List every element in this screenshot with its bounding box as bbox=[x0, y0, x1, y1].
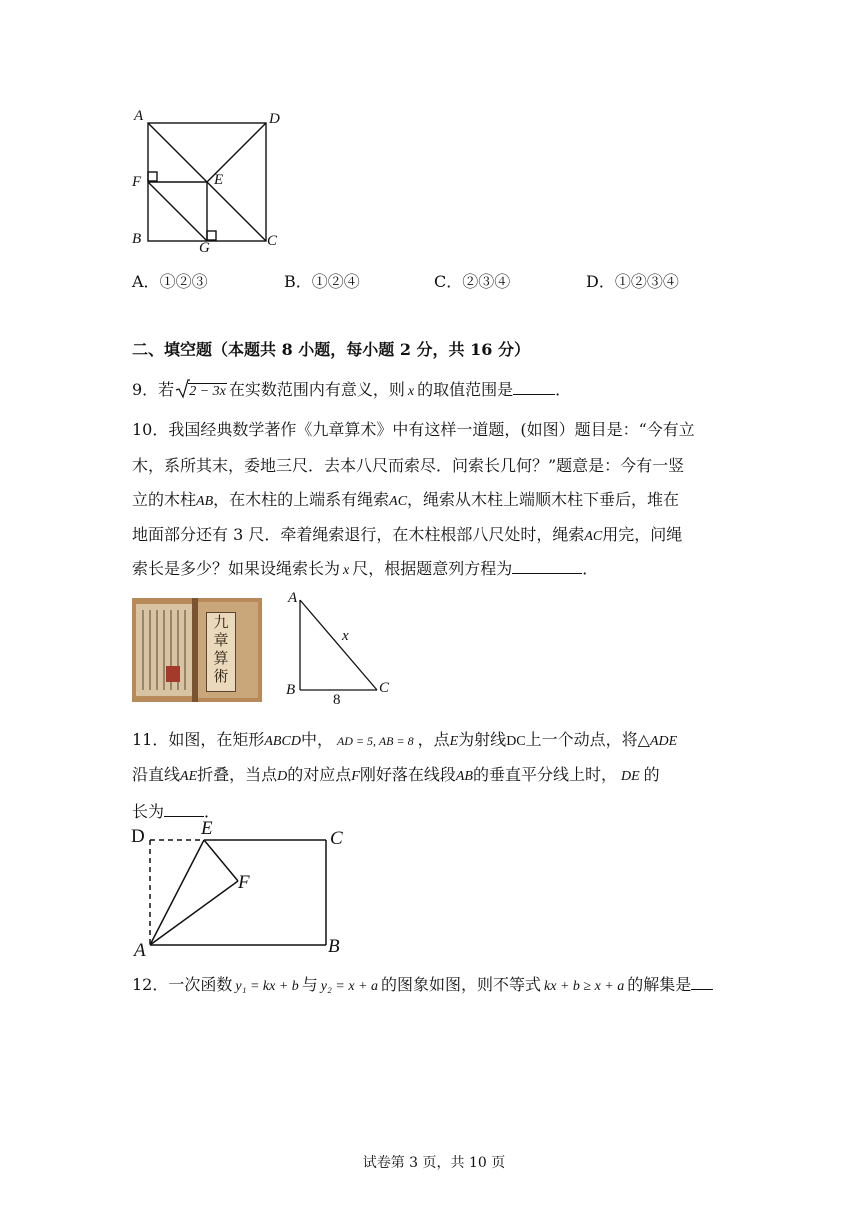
text: 12．一次函数 bbox=[132, 975, 233, 994]
option-text: ①②④ bbox=[311, 272, 360, 291]
text: 的解集是 bbox=[627, 975, 692, 994]
q10-label-b: B bbox=[286, 682, 296, 698]
q8-option-a[interactable] bbox=[132, 272, 208, 292]
q10-label-8: 8 bbox=[333, 692, 341, 708]
q10-line-1: 10．我国经典数学著作《九章算术》中有这样一道题，(如图）题目是：“今有立 bbox=[132, 420, 695, 439]
text: 上一个动点，将△ bbox=[525, 730, 650, 749]
book-left-page bbox=[136, 604, 192, 696]
q10-line-2: 木，系所其末，委地三尺．去本八尺而索尽．问索长几何？”题意是：今有一竖 bbox=[132, 456, 685, 475]
text: 刚好落在线段 bbox=[359, 765, 456, 784]
q11-figure bbox=[128, 818, 358, 961]
book-title-char: 算 bbox=[213, 649, 229, 667]
var-ab: AB bbox=[196, 494, 214, 509]
option-text: ②③④ bbox=[462, 272, 511, 291]
equation-y1: y₁ = kx + b bbox=[235, 979, 299, 994]
radical-sign bbox=[176, 379, 190, 399]
q10-line-5 bbox=[132, 557, 598, 581]
q9-sqrt bbox=[176, 380, 227, 402]
var-ac: AC bbox=[389, 494, 408, 509]
q8-label-f: F bbox=[132, 174, 142, 190]
q10-triangle-figure bbox=[282, 590, 402, 710]
option-letter: D． bbox=[586, 272, 615, 291]
q9-answer-blank[interactable] bbox=[513, 378, 555, 395]
var-ab: AB bbox=[455, 769, 473, 784]
book-title-char: 九 bbox=[213, 613, 229, 631]
var-x: x bbox=[343, 563, 350, 578]
text: 立的木柱 bbox=[132, 490, 197, 509]
q10-label-x: x bbox=[342, 628, 349, 644]
q8-label-g: G bbox=[199, 240, 210, 256]
text: ． bbox=[204, 802, 221, 821]
text: 尺，根据题意列方程为 bbox=[352, 559, 513, 578]
q8-label-b: B bbox=[132, 231, 142, 247]
option-letter: A． bbox=[132, 272, 160, 291]
var-e: E bbox=[449, 734, 459, 749]
text: 为射线 bbox=[458, 730, 507, 749]
book-title-char: 章 bbox=[213, 631, 229, 649]
option-text: ①②③④ bbox=[614, 272, 679, 291]
q11-label-f: F bbox=[238, 872, 250, 893]
q11-answer-blank[interactable] bbox=[164, 800, 204, 817]
section-heading: 二、填空题（本题共 8 小题，每小题 2 分，共 16 分） bbox=[132, 340, 530, 359]
option-letter: C． bbox=[434, 272, 463, 291]
q8-figure bbox=[128, 110, 288, 260]
text: 索长是多少？如果设绳索长为 bbox=[132, 559, 341, 578]
var-dc: DC bbox=[506, 734, 526, 749]
q11-label-e: E bbox=[201, 818, 213, 839]
q9-radicand: 2 − 3x bbox=[189, 384, 226, 399]
var-ade: ADE bbox=[649, 734, 678, 749]
var-d: D bbox=[277, 769, 288, 784]
text: 的 bbox=[643, 765, 660, 784]
q11-label-a: A bbox=[134, 940, 146, 961]
text: ，绳索从木柱上端顺木柱下垂后，堆在 bbox=[407, 490, 680, 509]
equation-y2: y₂ = x + a bbox=[320, 979, 378, 994]
q9-var: x bbox=[407, 384, 415, 399]
var-abcd: ABCD bbox=[264, 734, 301, 749]
text: 的对应点 bbox=[287, 765, 352, 784]
question-9 bbox=[132, 378, 571, 402]
q8-option-c[interactable] bbox=[434, 272, 510, 292]
text: ． bbox=[582, 559, 599, 578]
q9-mid: 在实数范围内有意义，则 bbox=[228, 380, 405, 399]
q10-line-4 bbox=[132, 525, 682, 547]
question-12 bbox=[132, 973, 713, 997]
q10-line-3 bbox=[132, 490, 679, 512]
var-f: F bbox=[351, 769, 360, 784]
red-seal bbox=[166, 666, 180, 682]
q9-number: 9．若 bbox=[132, 380, 175, 399]
option-letter: B． bbox=[284, 272, 312, 291]
q8-label-c: C bbox=[267, 233, 278, 249]
text: 的图象如图，则不等式 bbox=[381, 975, 542, 994]
q9-end: ． bbox=[555, 380, 572, 399]
q8-label-a: A bbox=[134, 108, 144, 124]
text: 折叠，当点 bbox=[197, 765, 278, 784]
text: 与 bbox=[301, 975, 318, 994]
jiuzhang-book-image bbox=[132, 598, 262, 702]
var-ac: AC bbox=[584, 529, 603, 544]
text: 长为 bbox=[132, 802, 165, 821]
text: 11．如图，在矩形 bbox=[132, 730, 265, 749]
q8-option-d[interactable] bbox=[586, 272, 679, 292]
option-text: ①②③ bbox=[159, 272, 208, 291]
q12-answer-blank[interactable] bbox=[691, 973, 713, 990]
q8-label-e: E bbox=[214, 172, 224, 188]
q11-label-d: D bbox=[131, 826, 145, 847]
text: ，点 bbox=[417, 730, 450, 749]
text: 的垂直平分线上时， bbox=[472, 765, 617, 784]
var-de: DE bbox=[620, 769, 640, 784]
q10-answer-blank[interactable] bbox=[512, 557, 582, 574]
inequality: kx + b ≥ x + a bbox=[544, 979, 625, 994]
text: ，在木柱的上端系有绳索 bbox=[213, 490, 390, 509]
var-ae: AE bbox=[180, 769, 198, 784]
q10-label-a: A bbox=[288, 590, 298, 606]
q8-label-d: D bbox=[269, 111, 280, 127]
q11-line-1 bbox=[132, 730, 677, 752]
q8-figure-lines bbox=[128, 110, 288, 260]
text: 用完，问绳 bbox=[602, 525, 683, 544]
q8-option-b[interactable] bbox=[284, 272, 360, 292]
condition: AD = 5, AB = 8 bbox=[336, 734, 414, 748]
text: 地面部分还有 3 尺．牵着绳索退行，在木柱根部八尺处时，绳索 bbox=[132, 525, 585, 544]
book-right-cover bbox=[198, 602, 258, 698]
q11-line-2 bbox=[132, 765, 660, 787]
q9-tail: 的取值范围是 bbox=[417, 380, 514, 399]
book-title-char: 術 bbox=[213, 667, 229, 685]
text: 中， bbox=[300, 730, 333, 749]
title-slip bbox=[206, 612, 236, 692]
q10-label-c: C bbox=[379, 680, 390, 696]
text: 沿直线 bbox=[132, 765, 181, 784]
q11-label-c: C bbox=[330, 828, 343, 849]
page-footer: 试卷第 3 页，共 10 页 bbox=[362, 1155, 506, 1171]
q11-label-b: B bbox=[328, 936, 340, 957]
